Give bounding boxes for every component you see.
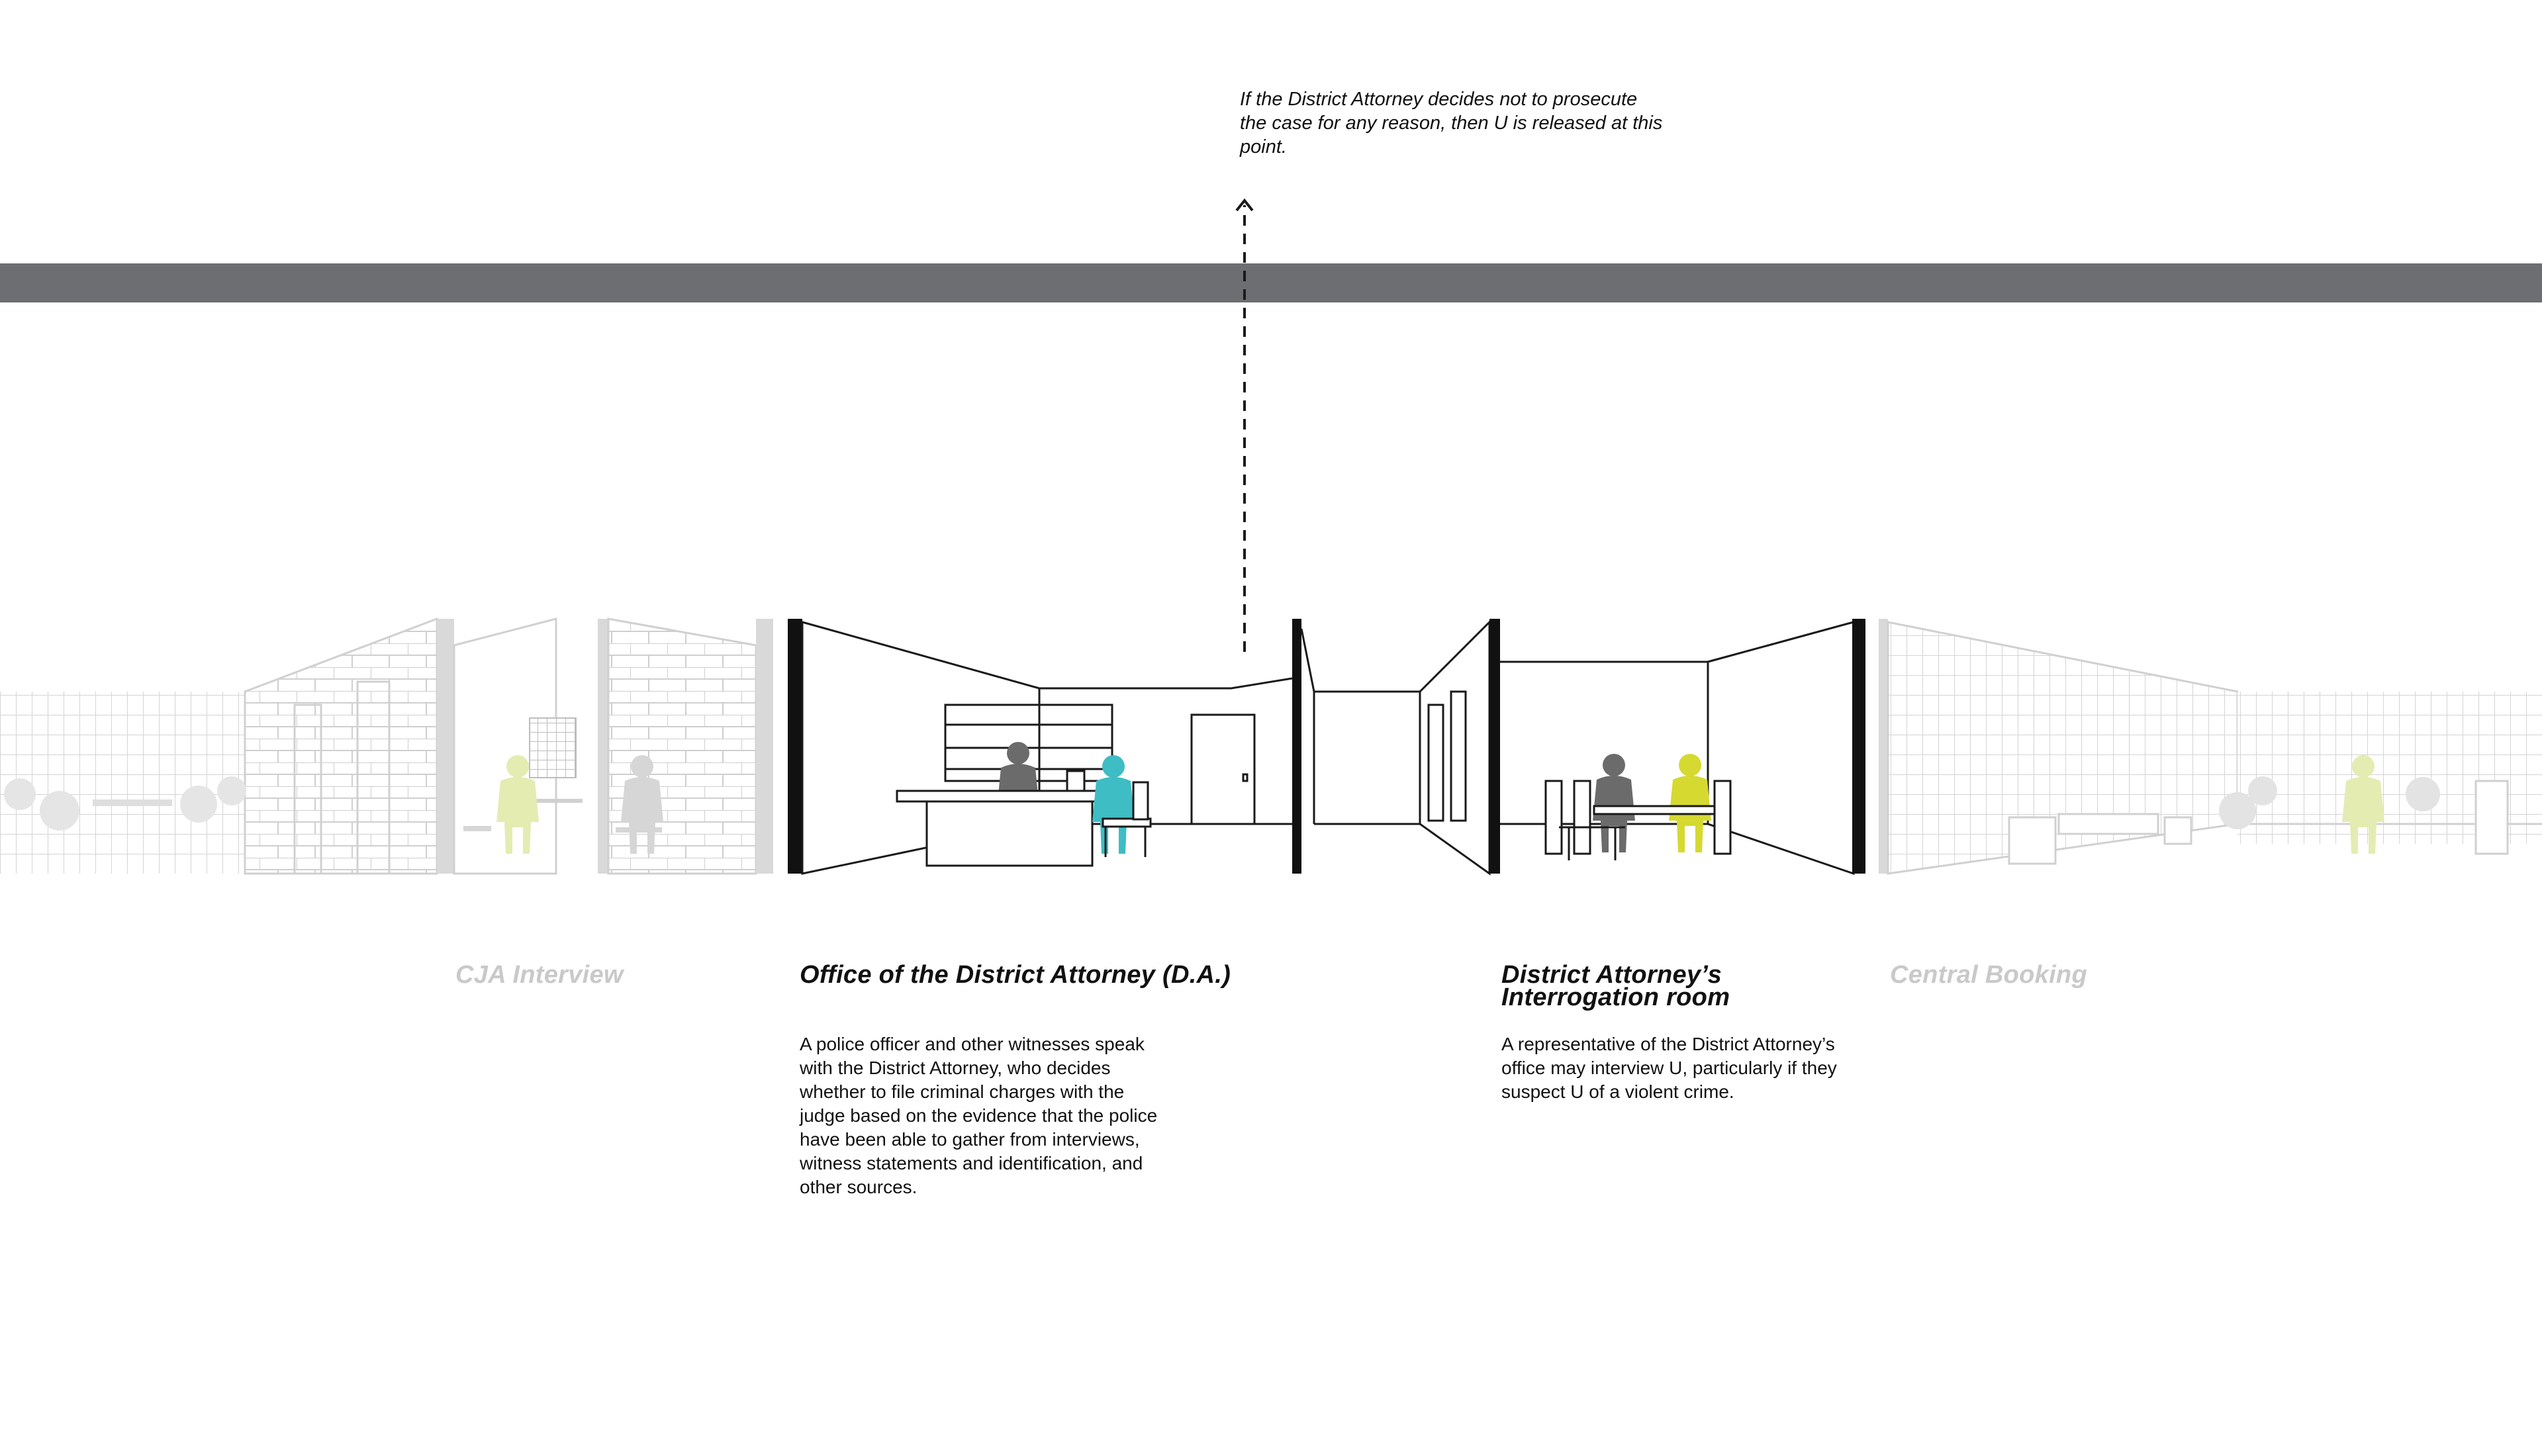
- da-office-scene: [788, 619, 1301, 874]
- timeline-bar: [0, 263, 2542, 302]
- station-label-da-office: Office of the District Attorney (D.A.): [800, 961, 1231, 989]
- cja-interview-scene: [0, 619, 773, 874]
- station-label-central-booking: Central Booking: [1890, 961, 2087, 989]
- station-description-da-interrogation: A representative of the District Attorney’s office may interview U, particularly if they suspect U of a violent crime.: [1501, 1034, 1837, 1102]
- central-booking-scene: [1879, 619, 2542, 874]
- station-label-cja-interview: CJA Interview: [455, 961, 624, 989]
- station-label-da-interrogation: [1501, 961, 1730, 1011]
- release-note: If the District Attorney decides not to prosecute the case for any reason, then U is released at this point.: [1240, 89, 1663, 158]
- da-interrogation-scene: [1301, 619, 1865, 874]
- station-label-line-1: District Attorney’s: [1501, 961, 1722, 989]
- station-description-da-office: A police officer and other witnesses speak with the District Attorney, who decides whether to file criminal charges with the judge based on the evidence that the police have been able to gather from interviews, witness statements and identification, and other sources.: [800, 1034, 1158, 1197]
- station-label-line-2: Interrogation room: [1501, 983, 1730, 1011]
